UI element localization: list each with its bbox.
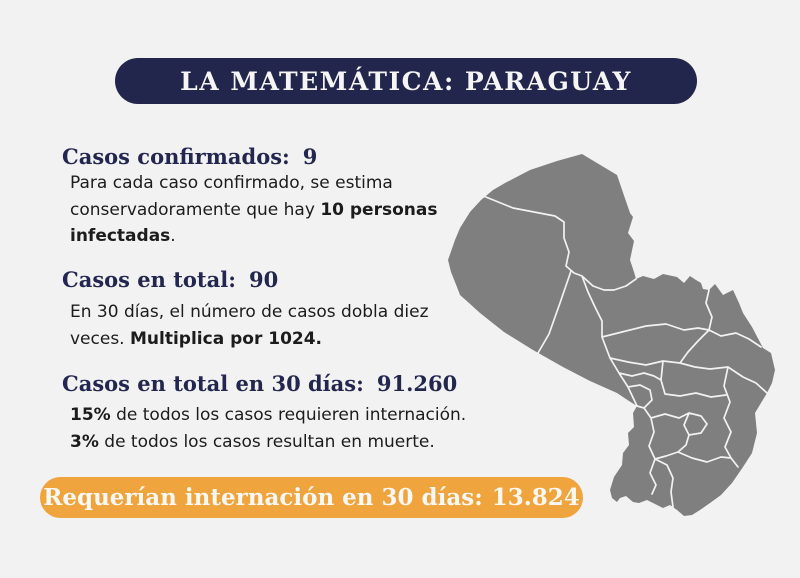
stat-total-description: En 30 días, el número de casos dobla diez veces. Multiplica por 1024. [70,302,429,349]
paraguay-map-svg [430,140,790,520]
stat-30days-label: Casos en total en 30 días: [62,371,364,396]
stat-confirmed-value: 9 [302,144,318,169]
stat-confirmed-description: Para cada caso confirmado, se estima conservadoramente que hay 10 personas infectadas. [70,173,438,246]
stat-30days-value: 91.260 [376,371,458,396]
stat-confirmed-label: Casos confirmados: [62,144,290,169]
stat-30days-description: 15% de todos los casos requieren internación. 3% de todos los casos resultan en muerte. [70,405,467,452]
stat-30days-heading [62,371,457,396]
page-title: LA MATEMÁTICA: PARAGUAY [180,66,632,96]
stat-total-value: 90 [248,267,279,292]
hospitalization-value: 13.824 [491,484,580,511]
paraguay-map [430,140,790,520]
title-banner [115,58,697,104]
stat-total-heading [62,267,278,292]
stat-total-label: Casos en total: [62,267,236,292]
hospitalization-label: Requerían internación en 30 días: [43,484,483,511]
stat-confirmed-heading [62,144,317,169]
